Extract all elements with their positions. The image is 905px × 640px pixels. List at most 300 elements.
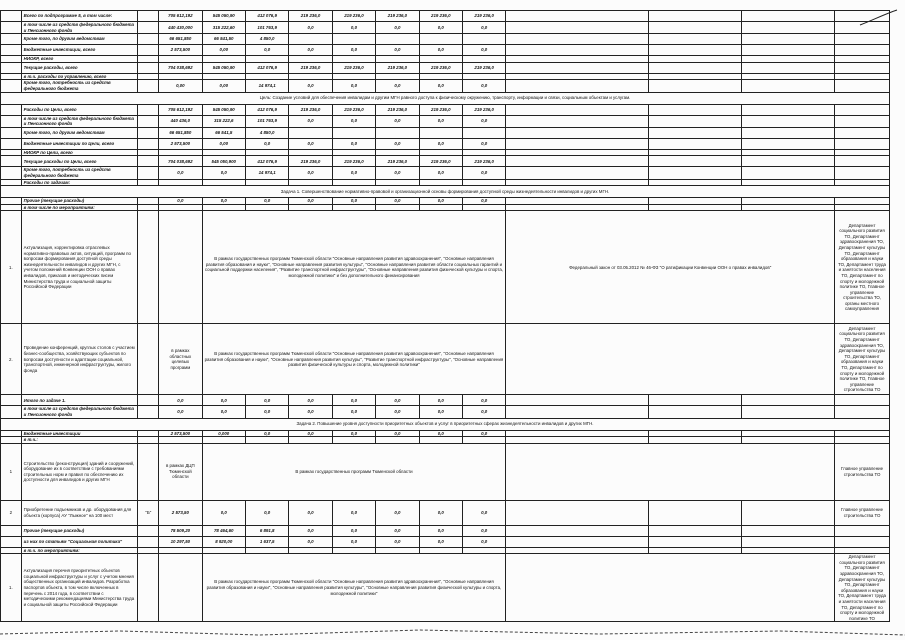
empty-cell	[742, 179, 835, 186]
row-number-cell	[1, 22, 22, 34]
executor-cell: Главное управление строительства ТО	[835, 500, 890, 525]
empty-cell	[649, 198, 742, 205]
empty-cell	[506, 525, 649, 536]
row-number-cell	[1, 536, 22, 547]
empty-cell	[742, 547, 835, 554]
row-label-cell: Бюджетные инвестиции, всего	[21, 45, 138, 56]
value-cell: 0,0	[419, 198, 462, 205]
empty-cell	[649, 80, 742, 92]
value-cell: 0,0	[289, 536, 332, 547]
value-cell: 0,00	[202, 138, 245, 149]
value-cell: 0,0	[376, 198, 419, 205]
value-cell: 219 236,0	[289, 104, 332, 115]
empty-cell	[835, 149, 890, 156]
value-cell: 6 891,8	[245, 525, 288, 536]
empty-cell	[835, 547, 890, 554]
empty-cell	[506, 22, 649, 34]
value-cell: 0,0	[462, 22, 505, 34]
empty-cell	[742, 115, 835, 127]
value-cell: 440 436,0	[159, 115, 202, 127]
empty-cell	[835, 22, 890, 34]
value-cell	[202, 547, 245, 554]
value-cell	[376, 127, 419, 138]
value-cell: 219 236,0	[376, 62, 419, 73]
value-cell	[462, 127, 505, 138]
section-header-cell: Задача 1. Совершенствование нормативно-правовой и организационной основы формирования доступной среды жизнедеятельности инвалидов и других МГН.	[1, 186, 890, 198]
value-cell	[202, 56, 245, 63]
value-cell: 0,0	[289, 115, 332, 127]
empty-cell	[506, 149, 649, 156]
value-cell	[289, 56, 332, 63]
row-label-cell: Кроме того, потребность из средств федерального бюджета	[21, 80, 138, 92]
value-cell: 412 076,9	[245, 104, 288, 115]
value-cell	[289, 547, 332, 554]
empty-cell	[742, 104, 835, 115]
value-cell: 0,0	[332, 500, 375, 525]
value-cell: 0,0	[332, 167, 375, 179]
value-cell: 0,0	[376, 115, 419, 127]
empty-cell	[835, 179, 890, 186]
executor-cell: Департамент социального развития ТО, Департамент здравоохранения ТО, Департамент культуры ТО, Департамент образования и науки ТО, Департамент труда и занятости населения ТО, Департамент по спорту и молодежной политике ТО	[835, 554, 890, 622]
value-cell: 2 573,50	[159, 500, 202, 525]
table-row	[1, 198, 890, 205]
table-row	[1, 536, 890, 547]
value-cell: 1 637,5	[245, 536, 288, 547]
value-cell: 0,0	[376, 167, 419, 179]
value-cell: 4 850,0	[245, 34, 288, 45]
value-cell: 10 297,50	[159, 536, 202, 547]
code-cell	[138, 536, 159, 547]
row-number-cell	[1, 406, 22, 418]
value-cell	[332, 149, 375, 156]
code-cell	[138, 22, 159, 34]
empty-cell	[506, 115, 649, 127]
code-cell	[138, 198, 159, 205]
law-cell	[506, 443, 835, 500]
code-cell	[138, 395, 159, 406]
value-cell: 412 076,9	[245, 62, 288, 73]
empty-cell	[506, 62, 649, 73]
value-cell: 0,0	[202, 198, 245, 205]
value-cell: 2 573,500	[159, 138, 202, 149]
value-cell	[332, 34, 375, 45]
value-cell: 0,0	[332, 430, 375, 437]
source-cell	[159, 554, 202, 622]
empty-cell	[835, 536, 890, 547]
value-cell: 0,0	[289, 138, 332, 149]
value-cell: 0,0	[245, 138, 288, 149]
item-text-cell: Строительство (реконструкция) зданий и сооружений, оборудование их в соответствии с требованиями строительных норм и правил по обеспечению их доступности для инвалидов и других МГН	[21, 443, 138, 500]
value-cell: 0,0	[289, 80, 332, 92]
table-row	[1, 156, 890, 167]
table-row	[1, 547, 890, 554]
value-cell: 412 076,9	[245, 11, 288, 22]
empty-cell	[649, 45, 742, 56]
empty-cell	[649, 149, 742, 156]
value-cell: 704 038,692	[159, 62, 202, 73]
row-number-cell	[1, 34, 22, 45]
value-cell: 219 236,0	[332, 156, 375, 167]
table-row	[1, 22, 890, 34]
row-number-cell	[1, 395, 22, 406]
value-cell: 0,0	[419, 430, 462, 437]
row-label-cell: в том числе по мероприятиям:	[21, 204, 138, 211]
value-cell: 219 236,0	[419, 104, 462, 115]
value-cell: 0,0	[245, 430, 288, 437]
value-cell	[419, 204, 462, 211]
value-cell: 219 236,0	[332, 104, 375, 115]
item-text-cell: Приобретение подъемников и др. оборудования для объекта (корпуса) АУ "Лыжное" на 100 мест	[21, 500, 138, 525]
value-cell	[245, 73, 288, 80]
value-cell: 0,0	[419, 536, 462, 547]
row-number-cell	[1, 525, 22, 536]
row-label-cell: в том числе из средств федерального бюджета и Пенсионного фонда	[21, 406, 138, 418]
value-cell	[419, 56, 462, 63]
value-cell: 219 236,0	[376, 11, 419, 22]
empty-cell	[506, 198, 649, 205]
value-cell: 0,0	[202, 500, 245, 525]
value-cell: 219 236,0	[462, 62, 505, 73]
empty-cell	[649, 22, 742, 34]
empty-cell	[742, 156, 835, 167]
value-cell: 219 236,0	[332, 11, 375, 22]
note-cell: В рамках государственных программ Тюменской области "Основные направления развития здравоохранения", "Основные направления развития образования и науки", "Основные направления развития культуры", "Развитие транспортной инфраструктуры", "Основные направления развития физической культуры и спорта, молодежной политики"	[202, 324, 506, 395]
table-row	[1, 525, 890, 536]
value-cell: 0,0	[419, 138, 462, 149]
table-row	[1, 406, 890, 418]
empty-cell	[835, 138, 890, 149]
value-cell: 0,0	[332, 198, 375, 205]
value-cell: 0,0	[419, 80, 462, 92]
table-row	[1, 115, 890, 127]
item-number-cell: 1.	[1, 211, 22, 324]
row-number-cell	[1, 56, 22, 63]
value-cell: 66 651,850	[159, 34, 202, 45]
empty-cell	[506, 156, 649, 167]
value-cell: 0,0	[245, 395, 288, 406]
empty-cell	[835, 395, 890, 406]
empty-cell	[506, 73, 649, 80]
value-cell: 315 222,6	[202, 115, 245, 127]
value-cell: 2 573,500	[159, 45, 202, 56]
value-cell: 78 464,60	[202, 525, 245, 536]
value-cell	[202, 73, 245, 80]
empty-cell	[649, 138, 742, 149]
empty-cell	[649, 406, 742, 418]
row-label-cell: Прочие (текущие расходы)	[21, 198, 138, 205]
row-number-cell	[1, 73, 22, 80]
row-number-cell	[1, 45, 22, 56]
table-row	[1, 437, 890, 444]
value-cell: 219 236,0	[462, 11, 505, 22]
table-row	[1, 127, 890, 138]
value-cell: 0,0	[245, 198, 288, 205]
row-number-cell	[1, 11, 22, 22]
empty-cell	[506, 500, 649, 525]
empty-cell	[835, 156, 890, 167]
table-row	[1, 204, 890, 211]
table-row	[1, 11, 890, 22]
value-cell: 0,0	[159, 198, 202, 205]
value-cell: 0,0	[289, 525, 332, 536]
value-cell: 66 541,50	[202, 34, 245, 45]
value-cell	[376, 204, 419, 211]
code-cell	[138, 430, 159, 437]
empty-cell	[649, 430, 742, 437]
empty-cell	[742, 167, 835, 179]
value-cell	[202, 204, 245, 211]
item-number-cell: 2.	[1, 324, 22, 395]
value-cell	[202, 437, 245, 444]
empty-cell	[742, 204, 835, 211]
row-number-cell	[1, 437, 22, 444]
table-row	[1, 62, 890, 73]
value-cell: 0,0	[289, 45, 332, 56]
value-cell: 0,0	[376, 45, 419, 56]
value-cell	[419, 437, 462, 444]
empty-cell	[649, 73, 742, 80]
value-cell	[289, 127, 332, 138]
value-cell: 78 509,20	[159, 525, 202, 536]
value-cell: 0,0	[462, 500, 505, 525]
empty-cell	[835, 204, 890, 211]
empty-cell	[649, 547, 742, 554]
code-cell	[138, 149, 159, 156]
value-cell: 0,0	[462, 138, 505, 149]
activity-row	[1, 324, 890, 395]
value-cell: 0,0	[419, 22, 462, 34]
row-label-cell: из них по статьям "Социальная политика"	[21, 536, 138, 547]
table-row	[1, 138, 890, 149]
row-label-cell: Итого по задаче 1.	[21, 395, 138, 406]
value-cell: 704 038,692	[159, 156, 202, 167]
value-cell: 101 763,9	[245, 22, 288, 34]
value-cell	[289, 149, 332, 156]
value-cell: 0,0	[245, 500, 288, 525]
value-cell	[332, 204, 375, 211]
value-cell	[376, 73, 419, 80]
table-row	[1, 34, 890, 45]
note-cell: В рамках государственных программ Тюменской области "Основные направления развития здравоохранения", "Основные направления развития образования и науки", "Основные направления развития культуры", "Основные направления развития физической культуры и спорта, молодежной политики"	[202, 554, 506, 622]
row-number-cell	[1, 138, 22, 149]
value-cell: 219 236,0	[462, 156, 505, 167]
row-number-cell	[1, 156, 22, 167]
value-cell: 219 236,0	[289, 11, 332, 22]
scan-noise	[0, 626, 905, 640]
value-cell	[159, 179, 202, 186]
empty-cell	[506, 104, 649, 115]
value-cell	[289, 179, 332, 186]
value-cell	[289, 34, 332, 45]
row-label-cell: в т.ч.:	[21, 437, 138, 444]
value-cell: 545 050,90	[202, 11, 245, 22]
value-cell	[202, 179, 245, 186]
empty-cell	[742, 536, 835, 547]
code-cell	[138, 80, 159, 92]
value-cell	[376, 547, 419, 554]
code-cell	[138, 56, 159, 63]
value-cell: 0,0	[376, 406, 419, 418]
table-row	[1, 395, 890, 406]
value-cell: 0,0	[419, 395, 462, 406]
value-cell: 101 763,9	[245, 115, 288, 127]
section-header-row	[1, 92, 890, 104]
value-cell: 2 573,500	[159, 430, 202, 437]
row-label-cell: Расходы по Цели, всего	[21, 104, 138, 115]
value-cell	[376, 437, 419, 444]
empty-cell	[506, 34, 649, 45]
value-cell	[462, 34, 505, 45]
value-cell	[376, 149, 419, 156]
empty-cell	[649, 156, 742, 167]
row-label-cell: в т.ч. по мероприятиям:	[21, 547, 138, 554]
value-cell	[419, 127, 462, 138]
empty-cell	[742, 149, 835, 156]
empty-cell	[649, 395, 742, 406]
row-label-cell: Всего по подпрограмме 5, в том числе:	[21, 11, 138, 22]
empty-cell	[649, 525, 742, 536]
row-label-cell: в том числе из средств федерального бюджета и Пенсионного фонда	[21, 115, 138, 127]
code-cell	[138, 73, 159, 80]
value-cell: 219 236,0	[462, 104, 505, 115]
value-cell: 0,0	[289, 406, 332, 418]
empty-cell	[649, 179, 742, 186]
value-cell	[419, 179, 462, 186]
value-cell: 0,0	[289, 430, 332, 437]
value-cell	[245, 149, 288, 156]
value-cell: 0,0	[376, 525, 419, 536]
value-cell: 412 076,9	[245, 156, 288, 167]
empty-cell	[649, 437, 742, 444]
value-cell: 0,0	[332, 138, 375, 149]
empty-cell	[649, 62, 742, 73]
code-cell	[138, 45, 159, 56]
value-cell: 0,0	[419, 167, 462, 179]
value-cell: 0,0	[376, 22, 419, 34]
executor-cell: Главное управление строительства ТО	[835, 443, 890, 500]
empty-cell	[649, 204, 742, 211]
note-cell: В рамках государственных программ Тюменской области "Основные направления развития здравоохранения", "Основные направления развития образования и науки", "Основные направления развития культуры", "Основные направления развития области социальных гарантий и социальной поддержки населения", "Развитие транспортной инфраструктуры", "Основные направления развития физической культуры и спорта, молодежной политики" и без дополнительного финансирования	[202, 211, 506, 324]
code-cell	[138, 437, 159, 444]
value-cell	[289, 73, 332, 80]
empty-cell	[506, 45, 649, 56]
section-header-cell: Цель: Создание условий для обеспечения инвалидам и другим МГН равного доступа к физическому окружению, транспорту, информации и связи, социальным объектам и услугам.	[1, 92, 890, 104]
value-cell: 0,0	[332, 22, 375, 34]
value-cell	[462, 149, 505, 156]
value-cell	[159, 56, 202, 63]
value-cell	[245, 179, 288, 186]
table-row	[1, 73, 890, 80]
row-label-cell: НИОКР, всего	[21, 56, 138, 63]
empty-cell	[506, 547, 649, 554]
row-number-cell	[1, 62, 22, 73]
table-row	[1, 104, 890, 115]
row-number-cell	[1, 167, 22, 179]
empty-cell	[506, 395, 649, 406]
value-cell: 545 050,90	[202, 62, 245, 73]
row-number-cell	[1, 104, 22, 115]
value-cell	[419, 73, 462, 80]
activity-row	[1, 211, 890, 324]
empty-cell	[742, 11, 835, 22]
activity-row	[1, 500, 890, 525]
empty-cell	[506, 536, 649, 547]
item-text-cell: Проведение конференций, круглых столов с участием бизнес-сообщества, хозяйствующих субъектов по вопросам доступности и адаптации социальной, транспортной, инженерной инфраструктуры, жилого фонда	[21, 324, 138, 395]
value-cell	[462, 73, 505, 80]
value-cell	[332, 73, 375, 80]
code-cell	[138, 554, 159, 622]
row-label-cell: Текущие расходы, всего	[21, 62, 138, 73]
value-cell	[159, 204, 202, 211]
value-cell: 0,0	[462, 80, 505, 92]
value-cell: 0,00	[202, 80, 245, 92]
empty-cell	[835, 104, 890, 115]
table-row	[1, 430, 890, 437]
row-label-cell: в том числе из средств федерального бюджета и Пенсионного фонда	[21, 22, 138, 34]
law-cell	[506, 554, 835, 622]
empty-cell	[506, 406, 649, 418]
value-cell: 705 612,192	[159, 104, 202, 115]
value-cell: 0,0	[376, 395, 419, 406]
table-row	[1, 167, 890, 179]
value-cell: 0,0	[289, 395, 332, 406]
empty-cell	[835, 34, 890, 45]
row-label-cell: Бюджетные инвестиции по Цели, всего	[21, 138, 138, 149]
executor-cell: Департамент социального развития ТО, Департамент здравоохранения ТО, Департамент культуры ТО, Департамент образования и науки ТО, Департамент по спорту и молодежной политике ТО, Главное управление строительства ТО	[835, 324, 890, 395]
value-cell: 219 236,0	[376, 156, 419, 167]
section-header-row	[1, 418, 890, 430]
empty-cell	[742, 500, 835, 525]
value-cell	[376, 56, 419, 63]
row-label-cell: Кроме того, по другим ведомствам	[21, 127, 138, 138]
empty-cell	[742, 395, 835, 406]
empty-cell	[649, 104, 742, 115]
row-number-cell	[1, 430, 22, 437]
row-label-cell: Кроме того, потребность из средств федерального бюджета	[21, 167, 138, 179]
value-cell: 705 612,192	[159, 11, 202, 22]
value-cell: 219 236,0	[419, 156, 462, 167]
value-cell	[332, 547, 375, 554]
empty-cell	[742, 80, 835, 92]
empty-cell	[506, 138, 649, 149]
empty-cell	[742, 138, 835, 149]
value-cell: 14 974,1	[245, 80, 288, 92]
value-cell: 0,0	[332, 80, 375, 92]
value-cell: 0,0	[202, 395, 245, 406]
value-cell	[462, 437, 505, 444]
code-cell	[138, 167, 159, 179]
code-cell: "Б"	[138, 500, 159, 525]
value-cell: 219 236,0	[419, 62, 462, 73]
code-cell	[138, 525, 159, 536]
code-cell	[138, 104, 159, 115]
code-cell	[138, 127, 159, 138]
empty-cell	[835, 45, 890, 56]
empty-cell	[742, 22, 835, 34]
value-cell: 0,0	[376, 138, 419, 149]
section-header-row	[1, 186, 890, 198]
value-cell: 0,0	[332, 115, 375, 127]
code-cell	[138, 34, 159, 45]
value-cell: 0,0	[289, 22, 332, 34]
law-cell: Федеральный закон от 03.05.2012 № 46-ФЗ "О ратификации Конвенции ООН о правах инвалидов"	[506, 211, 835, 324]
code-cell	[138, 115, 159, 127]
value-cell: 0,0	[376, 80, 419, 92]
empty-cell	[649, 536, 742, 547]
value-cell	[419, 149, 462, 156]
value-cell: 0,0	[289, 167, 332, 179]
empty-cell	[506, 56, 649, 63]
